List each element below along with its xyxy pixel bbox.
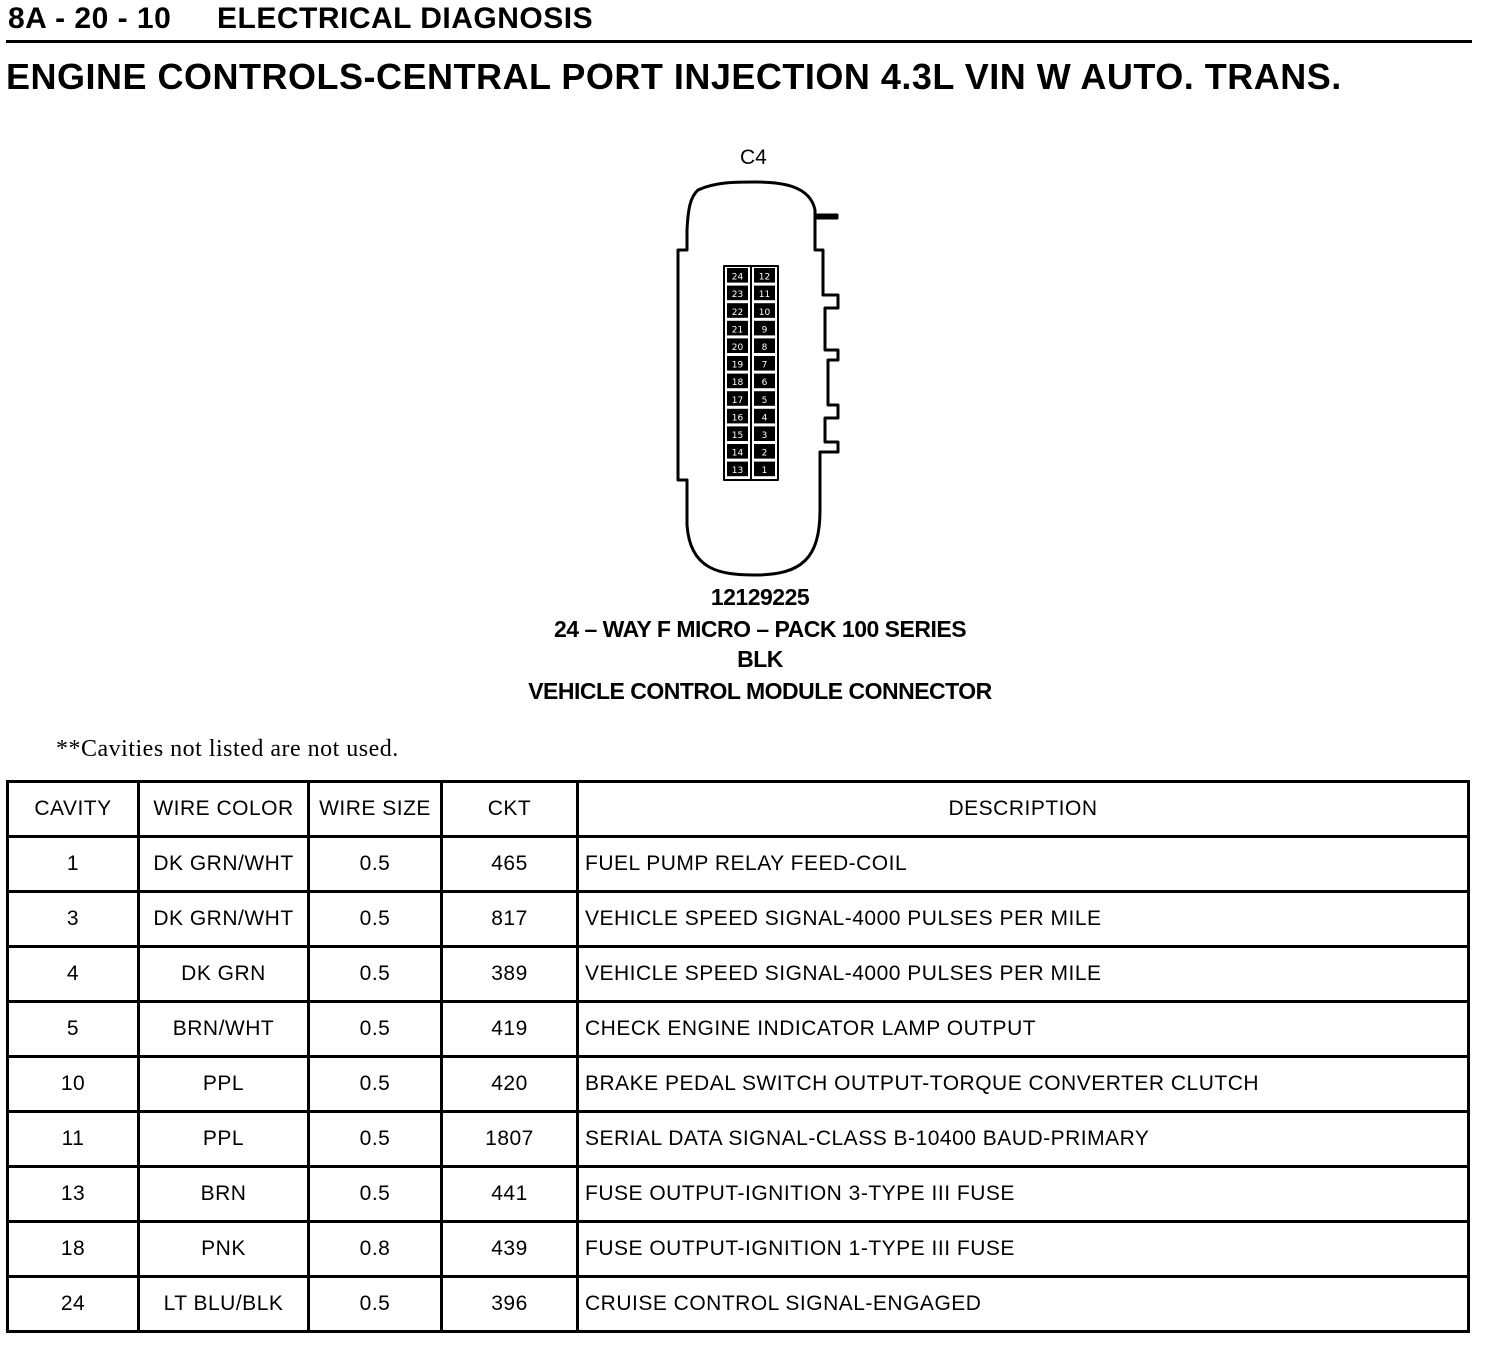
pin-label: 18 <box>731 378 744 389</box>
cell-ckt: 439 <box>442 1222 578 1277</box>
cell-description: CRUISE CONTROL SIGNAL-ENGAGED <box>578 1277 1469 1332</box>
cell-description: FUSE OUTPUT-IGNITION 1-TYPE III FUSE <box>578 1222 1469 1277</box>
pin-label: 9 <box>761 325 768 336</box>
cell-ckt: 396 <box>442 1277 578 1332</box>
cell-cavity: 24 <box>8 1277 139 1332</box>
pin-label: 13 <box>731 466 744 477</box>
connector-id: C4 <box>740 146 767 169</box>
cell-cavity: 18 <box>8 1222 139 1277</box>
table-row <box>8 1277 1469 1332</box>
cell-ckt: 441 <box>442 1167 578 1222</box>
table-row <box>8 1112 1469 1167</box>
cell-wire-color: PNK <box>139 1222 309 1277</box>
cell-ckt: 817 <box>442 892 578 947</box>
cell-wire-color: DK GRN/WHT <box>139 892 309 947</box>
table-row <box>8 837 1469 892</box>
cell-wire-color: BRN <box>139 1167 309 1222</box>
connector-part-number: 12129225 <box>710 584 810 610</box>
pin-label: 11 <box>758 290 771 301</box>
pin-label: 8 <box>761 343 768 353</box>
cell-wire-size: 0.5 <box>309 1277 442 1332</box>
cell-cavity: 13 <box>8 1167 139 1222</box>
cell-cavity: 3 <box>8 892 139 947</box>
connector-type: 24 – WAY F MICRO – PACK 100 SERIES <box>553 616 967 642</box>
pin-label: 16 <box>731 413 744 424</box>
cell-wire-size: 0.5 <box>309 1002 442 1057</box>
cell-wire-size: 0.5 <box>309 947 442 1002</box>
cell-cavity: 10 <box>8 1057 139 1112</box>
pin-label: 6 <box>761 378 768 389</box>
pin-label: 15 <box>731 431 744 441</box>
cell-wire-size: 0.5 <box>309 892 442 947</box>
pin-label: 1 <box>761 466 768 477</box>
pin-label: 24 <box>731 272 744 283</box>
cell-ckt: 419 <box>442 1002 578 1057</box>
cell-wire-size: 0.5 <box>309 837 442 892</box>
table-row <box>8 1167 1469 1222</box>
page-title: ENGINE CONTROLS-CENTRAL PORT INJECTION 4.3L VIN W AUTO. TRANS. <box>6 56 1342 97</box>
cell-cavity: 11 <box>8 1112 139 1167</box>
cell-wire-color: PPL <box>139 1112 309 1167</box>
cell-description: FUEL PUMP RELAY FEED-COIL <box>578 837 1469 892</box>
table-row <box>8 1057 1469 1112</box>
cell-wire-size: 0.8 <box>309 1222 442 1277</box>
table-row <box>8 947 1469 1002</box>
table-row <box>8 892 1469 947</box>
col-header-ckt: CKT <box>442 782 578 837</box>
cell-description: SERIAL DATA SIGNAL-CLASS B-10400 BAUD-PRIMARY <box>578 1112 1469 1167</box>
cell-description: VEHICLE SPEED SIGNAL-4000 PULSES PER MILE <box>578 892 1469 947</box>
pin-label: 12 <box>758 272 771 283</box>
pin-label: 4 <box>761 413 768 424</box>
cell-wire-size: 0.5 <box>309 1057 442 1112</box>
pin-label: 23 <box>731 290 744 301</box>
table-header-row <box>8 782 1469 837</box>
header-divider <box>6 40 1472 43</box>
cell-description: FUSE OUTPUT-IGNITION 3-TYPE III FUSE <box>578 1167 1469 1222</box>
pin-label: 7 <box>761 360 768 371</box>
cell-cavity: 4 <box>8 947 139 1002</box>
col-header-cavity: CAVITY <box>8 782 139 837</box>
pin-label: 20 <box>731 343 744 353</box>
pin-label: 17 <box>731 395 744 406</box>
cell-cavity: 1 <box>8 837 139 892</box>
cell-wire-color: DK GRN/WHT <box>139 837 309 892</box>
pin-label: 5 <box>761 395 768 406</box>
cell-wire-color: BRN/WHT <box>139 1002 309 1057</box>
connector-diagram <box>660 180 860 590</box>
pinout-table <box>6 780 1470 1333</box>
page-reference: 8A - 20 - 10 <box>8 2 172 35</box>
cell-wire-color: LT BLU/BLK <box>139 1277 309 1332</box>
cell-ckt: 389 <box>442 947 578 1002</box>
pin-label: 22 <box>731 307 744 318</box>
cell-description: VEHICLE SPEED SIGNAL-4000 PULSES PER MILE <box>578 947 1469 1002</box>
section-title: ELECTRICAL DIAGNOSIS <box>216 2 594 35</box>
page-header <box>8 2 593 36</box>
cell-wire-color: PPL <box>139 1057 309 1112</box>
pin-label: 10 <box>758 307 771 318</box>
col-header-description: DESCRIPTION <box>578 782 1469 837</box>
cell-ckt: 465 <box>442 837 578 892</box>
connector-name: VEHICLE CONTROL MODULE CONNECTOR <box>528 678 992 704</box>
col-header-wire-size: WIRE SIZE <box>309 782 442 837</box>
cell-wire-color: DK GRN <box>139 947 309 1002</box>
pin-label: 19 <box>731 360 744 371</box>
pin-label: 21 <box>731 325 744 336</box>
pin-label: 14 <box>731 448 744 459</box>
connector-color: BLK <box>737 646 783 672</box>
cell-wire-size: 0.5 <box>309 1167 442 1222</box>
table-row <box>8 1222 1469 1277</box>
cell-description: BRAKE PEDAL SWITCH OUTPUT-TORQUE CONVERTER CLUTCH <box>578 1057 1469 1112</box>
pin-label: 3 <box>761 431 768 441</box>
cell-description: CHECK ENGINE INDICATOR LAMP OUTPUT <box>578 1002 1469 1057</box>
cavity-note: **Cavities not listed are not used. <box>56 736 399 762</box>
cell-ckt: 1807 <box>442 1112 578 1167</box>
cell-ckt: 420 <box>442 1057 578 1112</box>
cell-wire-size: 0.5 <box>309 1112 442 1167</box>
connector-latch-tab <box>815 215 837 218</box>
table-row <box>8 1002 1469 1057</box>
col-header-wire-color: WIRE COLOR <box>139 782 309 837</box>
cell-cavity: 5 <box>8 1002 139 1057</box>
pin-label: 2 <box>761 448 768 459</box>
